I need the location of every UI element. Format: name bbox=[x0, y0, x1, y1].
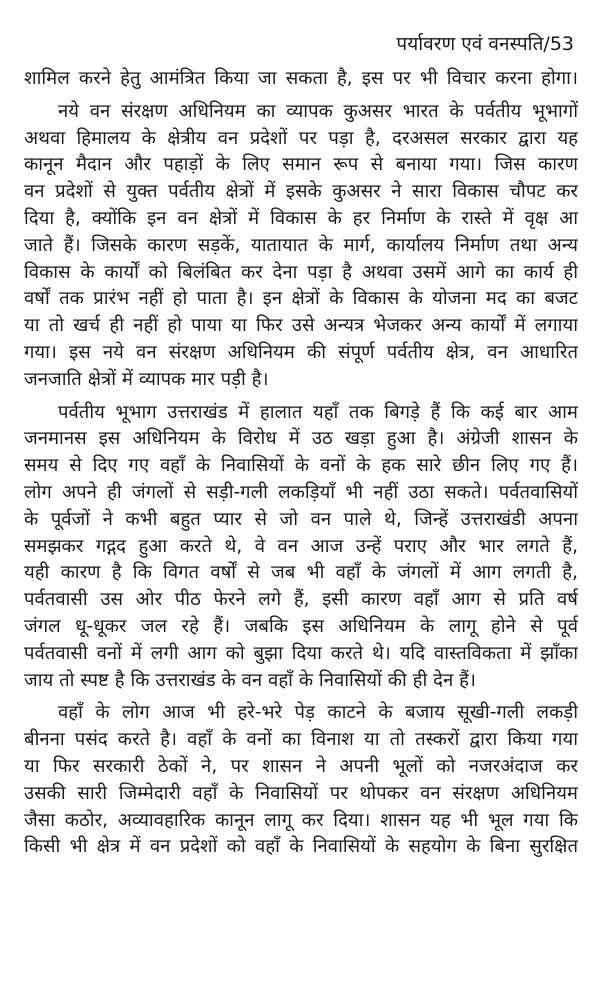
text-line: जाते हैं। जिसके कारण सड़कें, यातायात के मार्ग, कार्यालय निर्माण तथा अन्य bbox=[24, 234, 578, 256]
text-line: जैसा कठोर, अव्यावहारिक कानून लागू कर दिया। शासन यह भी भूल गया कि bbox=[24, 809, 578, 831]
text-line: अथवा हिमालय के क्षेत्रीय वन प्रदेशों पर पड़ा है, दरअसल सरकार द्वारा यह bbox=[24, 127, 578, 149]
text-line: नये वन संरक्षण अधिनियम का व्यापक कुअसर भारत के पर्वतीय भूभागों bbox=[58, 100, 578, 122]
text-line: किसी भी क्षेत्र में वन प्रदेशों को वहाँ के निवासियों के सहयोग के बिना सुरक्षित bbox=[24, 836, 578, 858]
paragraph bbox=[24, 400, 578, 695]
text-line: यही कारण है कि विगत वर्षों से जब भी वहाँ के जंगलों में आग लगती है, bbox=[24, 562, 578, 584]
paragraph bbox=[24, 66, 578, 93]
text-line: गया। इस नये वन संरक्षण अधिनियम की संपूर्ण पर्वतीय क्षेत्र, वन आधारित bbox=[24, 341, 578, 363]
text-line: समय से दिए गए वहाँ के निवासियों के वनों के हक सारे छीन लिए गए हैं। bbox=[24, 455, 578, 477]
text-line: जनजाति क्षेत्रों में व्यापक मार पड़ी है। bbox=[24, 368, 269, 390]
text-line: जाय तो स्पष्ट है कि उत्तराखंड के वन वहाँ के निवासियों की ही देन हैं। bbox=[24, 669, 476, 691]
text-line: वहाँ के लोग आज भी हरे-भरे पेड़ काटने के बजाय सूखी-गली लकड़ी bbox=[58, 702, 578, 724]
text-line: उसकी सारी जिम्मेदारी वहाँ के निवासियों पर थोपकर वन संरक्षण अधिनियम bbox=[24, 782, 578, 804]
text-line: वन प्रदेशों से युक्त पर्वतीय क्षेत्रों में इसके कुअसर ने सारा विकास चौपट कर bbox=[24, 181, 578, 203]
text-line: शामिल करने हेतु आमंत्रित किया जा सकता है, इस पर भी विचार करना होगा। bbox=[24, 68, 578, 89]
text-line: समझकर गद्गद हुआ करते थे, वे वन आज उन्हें पराए और भार लगते हैं, bbox=[24, 535, 578, 557]
text-line: पर्वतवासी उस ओर पीठ फेरने लगे हैं, इसी कारण वहाँ आग से प्रति वर्ष bbox=[24, 589, 578, 611]
paragraph bbox=[24, 700, 578, 861]
page-body bbox=[24, 66, 578, 861]
text-line: विकास के कार्यों को बिलंबित कर देना पड़ा है अथवा उसमें आगे का कार्य ही bbox=[24, 261, 578, 283]
text-line: लोग अपने ही जंगलों से सड़ी-गली लकड़ियाँ भी नहीं उठा सकते। पर्वतवासियों bbox=[24, 481, 578, 503]
book-page bbox=[24, 28, 578, 867]
text-line: वर्षों तक प्रारंभ नहीं हो पाता है। इन क्षेत्रों के विकास के योजना मद का बजट bbox=[24, 288, 578, 310]
text-line: पर्वतवासी वनों में लगी आग को बुझा दिया करते थे। यदि वास्तविकता में झाँका bbox=[24, 642, 578, 664]
text-line: कानून मैदान और पहाड़ों के लिए समान रूप से बनाया गया। जिस कारण bbox=[24, 154, 578, 176]
text-line: या तो खर्च ही नहीं हो पाया या फिर उसे अन्यत्र भेजकर अन्य कार्यों में लगाया bbox=[24, 315, 578, 337]
text-line: या फिर सरकारी ठेकों ने, पर शासन ने अपनी भूलों को नजरअंदाज कर bbox=[24, 755, 578, 777]
text-line: बीनना पसंद करते है। वहाँ के वनों का विनाश या तो तस्करों द्वारा किया गया bbox=[24, 729, 578, 751]
text-line: के पूर्वजों ने कभी बहुत प्यार से जो वन पाले थे, जिन्हें उत्तराखंडी अपना bbox=[24, 508, 578, 530]
text-line: जंगल धू-धूकर जल रहे हैं। जबकि इस अधिनियम के लागू होने से पूर्व bbox=[24, 615, 578, 637]
text-line: जनमानस इस अधिनियम के विरोध में उठ खड़ा हुआ है। अंग्रेजी शासन के bbox=[24, 428, 578, 450]
paragraph bbox=[24, 99, 578, 394]
text-line: दिया है, क्योंकि इन वन क्षेत्रों में विकास के हर निर्माण के रास्ते में वृक्ष आ bbox=[24, 207, 578, 229]
text-line: पर्वतीय भूभाग उत्तराखंड में हालात यहाँ तक बिगड़े हैं कि कई बार आम bbox=[58, 401, 578, 423]
running-header: पर्यावरण एवं वनस्पति/53 bbox=[396, 33, 574, 55]
